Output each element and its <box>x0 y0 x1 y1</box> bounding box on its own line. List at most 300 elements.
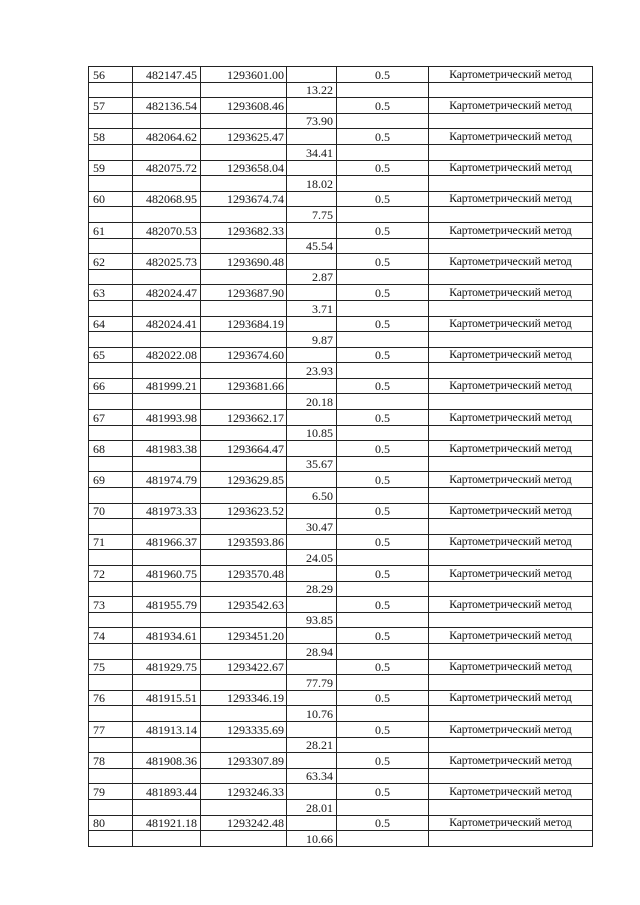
coordinates-table <box>88 66 593 847</box>
empty-cell <box>337 144 429 160</box>
x-coordinate-cell: 482024.41 <box>133 316 201 332</box>
empty-cell <box>201 269 287 285</box>
empty-cell <box>429 768 593 784</box>
x-coordinate-cell: 481960.75 <box>133 566 201 582</box>
x-coordinate-cell: 482070.53 <box>133 222 201 238</box>
segment-row <box>89 176 593 192</box>
segment-length-cell: 9.87 <box>287 332 337 348</box>
empty-cell <box>89 643 133 659</box>
method-cell: Картометрический метод <box>429 628 593 644</box>
length-spacer-cell <box>287 410 337 426</box>
length-spacer-cell <box>287 628 337 644</box>
x-coordinate-cell: 481983.38 <box>133 441 201 457</box>
empty-cell <box>89 488 133 504</box>
y-coordinate-cell: 1293346.19 <box>201 690 287 706</box>
segment-row <box>89 300 593 316</box>
segment-row <box>89 831 593 847</box>
empty-cell <box>89 207 133 223</box>
empty-cell <box>89 831 133 847</box>
accuracy-cell: 0.5 <box>337 441 429 457</box>
length-spacer-cell <box>287 753 337 769</box>
empty-cell <box>337 488 429 504</box>
empty-cell <box>89 581 133 597</box>
length-spacer-cell <box>287 472 337 488</box>
empty-cell <box>89 768 133 784</box>
method-cell: Картометрический метод <box>429 67 593 83</box>
point-number-cell: 59 <box>89 160 133 176</box>
length-spacer-cell <box>287 784 337 800</box>
empty-cell <box>133 706 201 722</box>
method-cell: Картометрический метод <box>429 690 593 706</box>
y-coordinate-cell: 1293307.89 <box>201 753 287 769</box>
method-cell: Картометрический метод <box>429 222 593 238</box>
segment-length-cell: 10.85 <box>287 425 337 441</box>
empty-cell <box>337 706 429 722</box>
empty-cell <box>201 488 287 504</box>
accuracy-cell: 0.5 <box>337 410 429 426</box>
method-cell: Картометрический метод <box>429 753 593 769</box>
y-coordinate-cell: 1293451.20 <box>201 628 287 644</box>
method-cell: Картометрический метод <box>429 503 593 519</box>
empty-cell <box>133 675 201 691</box>
y-coordinate-cell: 1293687.90 <box>201 285 287 301</box>
empty-cell <box>89 675 133 691</box>
empty-cell <box>337 176 429 192</box>
point-row <box>89 721 593 737</box>
empty-cell <box>337 550 429 566</box>
accuracy-cell: 0.5 <box>337 67 429 83</box>
method-cell: Картометрический метод <box>429 378 593 394</box>
accuracy-cell: 0.5 <box>337 566 429 582</box>
segment-length-cell: 10.66 <box>287 831 337 847</box>
empty-cell <box>201 456 287 472</box>
y-coordinate-cell: 1293662.17 <box>201 410 287 426</box>
empty-cell <box>201 394 287 410</box>
point-number-cell: 66 <box>89 378 133 394</box>
y-coordinate-cell: 1293335.69 <box>201 721 287 737</box>
length-spacer-cell <box>287 815 337 831</box>
empty-cell <box>89 113 133 129</box>
y-coordinate-cell: 1293246.33 <box>201 784 287 800</box>
point-number-cell: 76 <box>89 690 133 706</box>
x-coordinate-cell: 481993.98 <box>133 410 201 426</box>
empty-cell <box>429 144 593 160</box>
segment-length-cell: 34.41 <box>287 144 337 160</box>
method-cell: Картометрический метод <box>429 316 593 332</box>
accuracy-cell: 0.5 <box>337 753 429 769</box>
point-row <box>89 753 593 769</box>
empty-cell <box>133 519 201 535</box>
length-spacer-cell <box>287 441 337 457</box>
x-coordinate-cell: 481893.44 <box>133 784 201 800</box>
empty-cell <box>201 550 287 566</box>
segment-row <box>89 363 593 379</box>
empty-cell <box>429 581 593 597</box>
length-spacer-cell <box>287 129 337 145</box>
empty-cell <box>429 300 593 316</box>
empty-cell <box>201 675 287 691</box>
x-coordinate-cell: 482025.73 <box>133 254 201 270</box>
empty-cell <box>133 768 201 784</box>
empty-cell <box>429 643 593 659</box>
accuracy-cell: 0.5 <box>337 191 429 207</box>
segment-length-cell: 77.79 <box>287 675 337 691</box>
empty-cell <box>201 176 287 192</box>
method-cell: Картометрический метод <box>429 347 593 363</box>
empty-cell <box>429 394 593 410</box>
segment-length-cell: 10.76 <box>287 706 337 722</box>
empty-cell <box>89 238 133 254</box>
method-cell: Картометрический метод <box>429 721 593 737</box>
empty-cell <box>429 737 593 753</box>
empty-cell <box>201 737 287 753</box>
empty-cell <box>133 456 201 472</box>
length-spacer-cell <box>287 566 337 582</box>
accuracy-cell: 0.5 <box>337 721 429 737</box>
length-spacer-cell <box>287 534 337 550</box>
point-row <box>89 472 593 488</box>
accuracy-cell: 0.5 <box>337 316 429 332</box>
empty-cell <box>337 519 429 535</box>
empty-cell <box>429 363 593 379</box>
segment-row <box>89 113 593 129</box>
empty-cell <box>429 207 593 223</box>
empty-cell <box>133 831 201 847</box>
y-coordinate-cell: 1293542.63 <box>201 597 287 613</box>
method-cell: Картометрический метод <box>429 472 593 488</box>
point-row <box>89 784 593 800</box>
empty-cell <box>201 643 287 659</box>
accuracy-cell: 0.5 <box>337 222 429 238</box>
point-number-cell: 67 <box>89 410 133 426</box>
segment-row <box>89 207 593 223</box>
method-cell: Картометрический метод <box>429 566 593 582</box>
y-coordinate-cell: 1293593.86 <box>201 534 287 550</box>
accuracy-cell: 0.5 <box>337 472 429 488</box>
empty-cell <box>133 643 201 659</box>
x-coordinate-cell: 482024.47 <box>133 285 201 301</box>
accuracy-cell: 0.5 <box>337 659 429 675</box>
empty-cell <box>201 238 287 254</box>
point-row <box>89 285 593 301</box>
segment-row <box>89 675 593 691</box>
empty-cell <box>133 113 201 129</box>
point-number-cell: 73 <box>89 597 133 613</box>
empty-cell <box>133 550 201 566</box>
empty-cell <box>429 706 593 722</box>
segment-length-cell: 73.90 <box>287 113 337 129</box>
segment-length-cell: 23.93 <box>287 363 337 379</box>
length-spacer-cell <box>287 503 337 519</box>
point-row <box>89 222 593 238</box>
empty-cell <box>337 332 429 348</box>
y-coordinate-cell: 1293658.04 <box>201 160 287 176</box>
point-number-cell: 77 <box>89 721 133 737</box>
empty-cell <box>133 799 201 815</box>
x-coordinate-cell: 482068.95 <box>133 191 201 207</box>
accuracy-cell: 0.5 <box>337 347 429 363</box>
point-row <box>89 659 593 675</box>
empty-cell <box>337 207 429 223</box>
point-row <box>89 191 593 207</box>
empty-cell <box>201 799 287 815</box>
empty-cell <box>429 82 593 98</box>
segment-row <box>89 82 593 98</box>
empty-cell <box>201 425 287 441</box>
y-coordinate-cell: 1293682.33 <box>201 222 287 238</box>
y-coordinate-cell: 1293664.47 <box>201 441 287 457</box>
empty-cell <box>89 144 133 160</box>
empty-cell <box>201 768 287 784</box>
y-coordinate-cell: 1293608.46 <box>201 98 287 114</box>
method-cell: Картометрический метод <box>429 410 593 426</box>
segment-row <box>89 550 593 566</box>
point-number-cell: 71 <box>89 534 133 550</box>
point-number-cell: 60 <box>89 191 133 207</box>
point-row <box>89 566 593 582</box>
segment-length-cell: 24.05 <box>287 550 337 566</box>
empty-cell <box>133 332 201 348</box>
method-cell: Картометрический метод <box>429 815 593 831</box>
segment-row <box>89 612 593 628</box>
y-coordinate-cell: 1293681.66 <box>201 378 287 394</box>
empty-cell <box>201 82 287 98</box>
empty-cell <box>201 581 287 597</box>
empty-cell <box>337 612 429 628</box>
method-cell: Картометрический метод <box>429 160 593 176</box>
y-coordinate-cell: 1293690.48 <box>201 254 287 270</box>
point-number-cell: 57 <box>89 98 133 114</box>
point-number-cell: 65 <box>89 347 133 363</box>
empty-cell <box>133 488 201 504</box>
segment-length-cell: 28.01 <box>287 799 337 815</box>
y-coordinate-cell: 1293570.48 <box>201 566 287 582</box>
method-cell: Картометрический метод <box>429 441 593 457</box>
length-spacer-cell <box>287 659 337 675</box>
point-row <box>89 129 593 145</box>
point-row <box>89 67 593 83</box>
segment-length-cell: 7.75 <box>287 207 337 223</box>
accuracy-cell: 0.5 <box>337 815 429 831</box>
x-coordinate-cell: 481955.79 <box>133 597 201 613</box>
empty-cell <box>429 675 593 691</box>
empty-cell <box>133 300 201 316</box>
empty-cell <box>201 831 287 847</box>
point-number-cell: 69 <box>89 472 133 488</box>
accuracy-cell: 0.5 <box>337 690 429 706</box>
method-cell: Картометрический метод <box>429 534 593 550</box>
y-coordinate-cell: 1293623.52 <box>201 503 287 519</box>
y-coordinate-cell: 1293242.48 <box>201 815 287 831</box>
segment-row <box>89 488 593 504</box>
empty-cell <box>337 643 429 659</box>
y-coordinate-cell: 1293625.47 <box>201 129 287 145</box>
length-spacer-cell <box>287 378 337 394</box>
empty-cell <box>133 207 201 223</box>
segment-length-cell: 63.34 <box>287 768 337 784</box>
empty-cell <box>89 82 133 98</box>
segment-length-cell: 13.22 <box>287 82 337 98</box>
point-row <box>89 690 593 706</box>
segment-length-cell: 45.54 <box>287 238 337 254</box>
empty-cell <box>429 799 593 815</box>
empty-cell <box>133 394 201 410</box>
empty-cell <box>337 425 429 441</box>
accuracy-cell: 0.5 <box>337 98 429 114</box>
accuracy-cell: 0.5 <box>337 503 429 519</box>
length-spacer-cell <box>287 597 337 613</box>
y-coordinate-cell: 1293629.85 <box>201 472 287 488</box>
empty-cell <box>89 332 133 348</box>
y-coordinate-cell: 1293422.67 <box>201 659 287 675</box>
point-row <box>89 378 593 394</box>
point-number-cell: 61 <box>89 222 133 238</box>
method-cell: Картометрический метод <box>429 98 593 114</box>
empty-cell <box>429 176 593 192</box>
x-coordinate-cell: 482147.45 <box>133 67 201 83</box>
empty-cell <box>133 612 201 628</box>
length-spacer-cell <box>287 690 337 706</box>
y-coordinate-cell: 1293674.60 <box>201 347 287 363</box>
empty-cell <box>133 144 201 160</box>
empty-cell <box>201 363 287 379</box>
empty-cell <box>201 332 287 348</box>
point-number-cell: 78 <box>89 753 133 769</box>
segment-row <box>89 269 593 285</box>
x-coordinate-cell: 481934.61 <box>133 628 201 644</box>
empty-cell <box>133 176 201 192</box>
x-coordinate-cell: 481974.79 <box>133 472 201 488</box>
point-number-cell: 72 <box>89 566 133 582</box>
empty-cell <box>133 737 201 753</box>
segment-row <box>89 737 593 753</box>
empty-cell <box>133 238 201 254</box>
point-number-cell: 68 <box>89 441 133 457</box>
empty-cell <box>201 612 287 628</box>
method-cell: Картометрический метод <box>429 129 593 145</box>
accuracy-cell: 0.5 <box>337 160 429 176</box>
empty-cell <box>89 737 133 753</box>
point-row <box>89 534 593 550</box>
empty-cell <box>337 394 429 410</box>
length-spacer-cell <box>287 347 337 363</box>
segment-length-cell: 28.94 <box>287 643 337 659</box>
empty-cell <box>429 612 593 628</box>
point-row <box>89 254 593 270</box>
x-coordinate-cell: 482075.72 <box>133 160 201 176</box>
empty-cell <box>89 456 133 472</box>
length-spacer-cell <box>287 285 337 301</box>
point-row <box>89 98 593 114</box>
method-cell: Картометрический метод <box>429 597 593 613</box>
point-number-cell: 80 <box>89 815 133 831</box>
empty-cell <box>429 425 593 441</box>
empty-cell <box>89 519 133 535</box>
point-row <box>89 441 593 457</box>
accuracy-cell: 0.5 <box>337 628 429 644</box>
empty-cell <box>337 768 429 784</box>
segment-row <box>89 456 593 472</box>
accuracy-cell: 0.5 <box>337 534 429 550</box>
accuracy-cell: 0.5 <box>337 254 429 270</box>
empty-cell <box>89 176 133 192</box>
accuracy-cell: 0.5 <box>337 597 429 613</box>
point-row <box>89 410 593 426</box>
empty-cell <box>429 269 593 285</box>
x-coordinate-cell: 482022.08 <box>133 347 201 363</box>
length-spacer-cell <box>287 160 337 176</box>
empty-cell <box>89 612 133 628</box>
segment-row <box>89 799 593 815</box>
segment-length-cell: 18.02 <box>287 176 337 192</box>
segment-row <box>89 332 593 348</box>
accuracy-cell: 0.5 <box>337 285 429 301</box>
method-cell: Картометрический метод <box>429 285 593 301</box>
empty-cell <box>133 581 201 597</box>
method-cell: Картометрический метод <box>429 191 593 207</box>
point-number-cell: 62 <box>89 254 133 270</box>
empty-cell <box>201 706 287 722</box>
segment-length-cell: 28.21 <box>287 737 337 753</box>
empty-cell <box>89 363 133 379</box>
length-spacer-cell <box>287 222 337 238</box>
segment-length-cell: 3.71 <box>287 300 337 316</box>
empty-cell <box>89 300 133 316</box>
segment-length-cell: 6.50 <box>287 488 337 504</box>
x-coordinate-cell: 481908.36 <box>133 753 201 769</box>
empty-cell <box>337 82 429 98</box>
accuracy-cell: 0.5 <box>337 784 429 800</box>
y-coordinate-cell: 1293601.00 <box>201 67 287 83</box>
segment-row <box>89 519 593 535</box>
accuracy-cell: 0.5 <box>337 129 429 145</box>
empty-cell <box>429 519 593 535</box>
empty-cell <box>429 488 593 504</box>
point-row <box>89 815 593 831</box>
x-coordinate-cell: 481999.21 <box>133 378 201 394</box>
length-spacer-cell <box>287 316 337 332</box>
length-spacer-cell <box>287 98 337 114</box>
method-cell: Картометрический метод <box>429 659 593 675</box>
point-number-cell: 74 <box>89 628 133 644</box>
empty-cell <box>133 425 201 441</box>
empty-cell <box>429 332 593 348</box>
empty-cell <box>201 144 287 160</box>
method-cell: Картометрический метод <box>429 784 593 800</box>
empty-cell <box>133 82 201 98</box>
empty-cell <box>89 550 133 566</box>
segment-row <box>89 581 593 597</box>
accuracy-cell: 0.5 <box>337 378 429 394</box>
point-row <box>89 160 593 176</box>
empty-cell <box>89 425 133 441</box>
x-coordinate-cell: 482064.62 <box>133 129 201 145</box>
empty-cell <box>201 300 287 316</box>
empty-cell <box>89 706 133 722</box>
empty-cell <box>337 675 429 691</box>
x-coordinate-cell: 481973.33 <box>133 503 201 519</box>
point-row <box>89 628 593 644</box>
empty-cell <box>133 269 201 285</box>
point-row <box>89 316 593 332</box>
empty-cell <box>337 363 429 379</box>
empty-cell <box>337 269 429 285</box>
empty-cell <box>201 207 287 223</box>
segment-length-cell: 30.47 <box>287 519 337 535</box>
segment-row <box>89 144 593 160</box>
point-number-cell: 70 <box>89 503 133 519</box>
point-number-cell: 64 <box>89 316 133 332</box>
